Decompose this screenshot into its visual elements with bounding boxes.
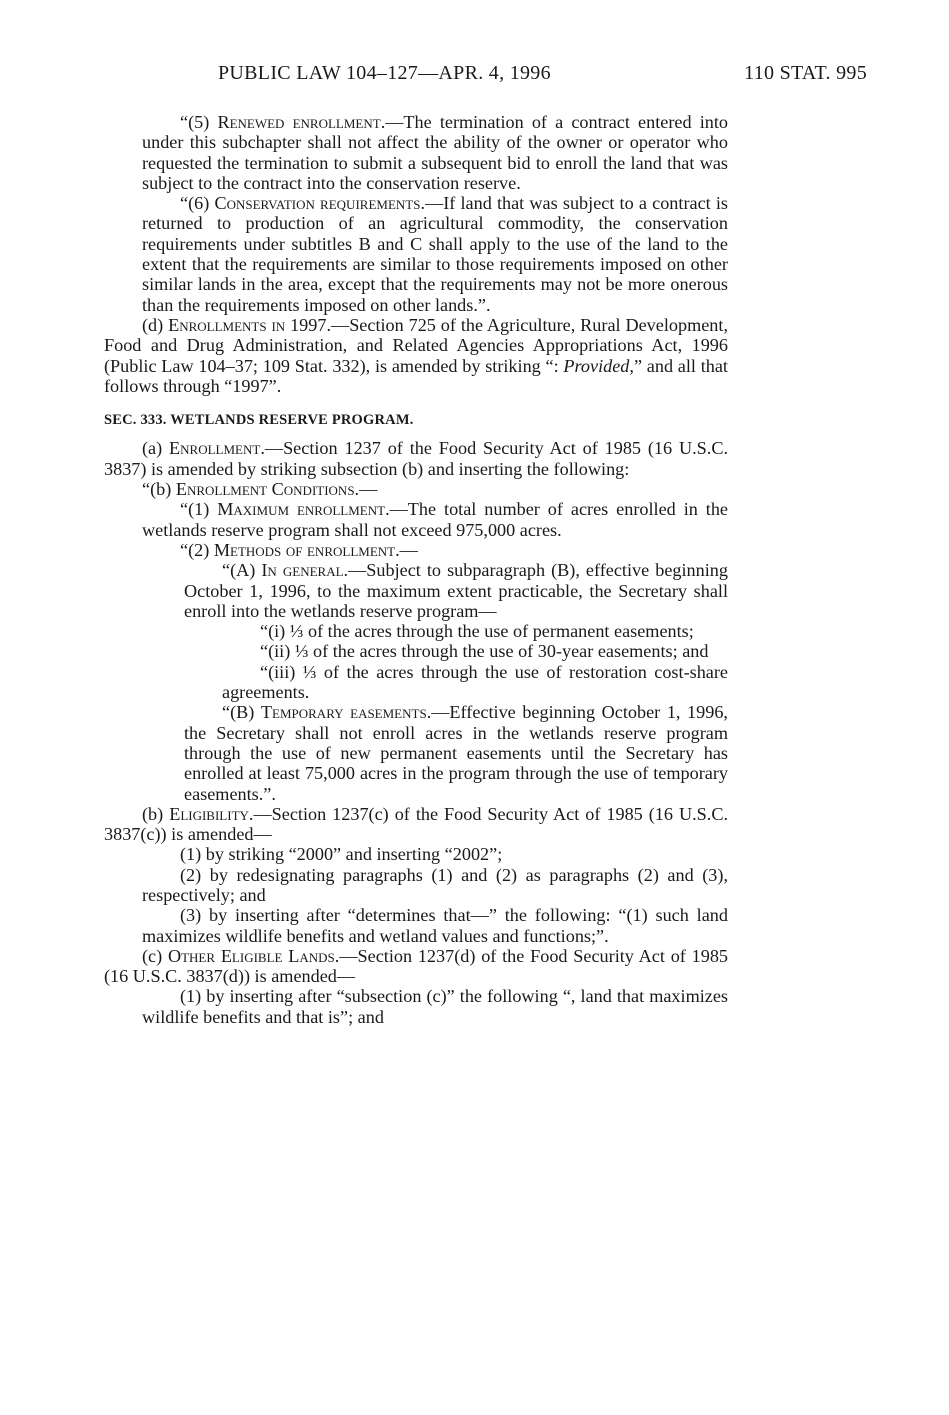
italic-term: Provided, [563, 355, 634, 376]
paragraph-number: (c) [142, 945, 168, 966]
paragraph-caption: Temporary easements [260, 702, 427, 723]
paragraph-text: .—The total number of acres enrolled in the wetlands reserve program shall not exceed 975,000 acres. [142, 499, 728, 540]
paragraph-text: .—Section 1237(c) of the Food Security Act of 1985 (16 U.S.C. 3837(c)) is amended— [104, 803, 728, 845]
subsection-a-enrollment [104, 438, 728, 479]
subsection-d-enrollments-1997 [104, 315, 728, 396]
section-heading: SEC. 333. WETLANDS RESERVE PROGRAM. [104, 412, 414, 429]
subsection-b-eligibility [104, 804, 728, 845]
paragraph-text: .—Section 1237 of the Food Security Act of 1985 (16 U.S.C. 3837) is amended by striking subsection (b) and inserting the following: [104, 438, 728, 479]
paragraph-number: “(5) [180, 112, 218, 132]
paragraph-number: “(1) [180, 499, 218, 520]
header-public-law: PUBLIC LAW 104–127—APR. 4, 1996 [218, 62, 551, 84]
other-lands-item-1: (1) by inserting after “subsection (c)” the following “, land that maximizes wildlife benefits and that is”; and [142, 986, 728, 1027]
paragraph-number: “(B) [222, 702, 261, 723]
subsection-c-other-eligible-lands [104, 946, 728, 987]
clause-i: “(i) ⅓ of the acres through the use of permanent easements; [260, 621, 694, 642]
paragraph-caption: Eligibility [169, 803, 249, 824]
paragraph-text: .—Subject to subparagraph (B), effective beginning October 1, 1996, to the maximum extent practicable, the Secretary shall enroll into the wetlands reserve program— [184, 560, 728, 621]
clause-ii: “(ii) ⅓ of the acres through the use of 30-year easements; and [260, 641, 709, 662]
paragraph-text: ” and all that follows through “1997”. [104, 355, 728, 396]
eligibility-item-1: (1) by striking “2000” and inserting “2002”; [180, 844, 503, 865]
paragraph-caption: Conservation requirements [214, 193, 421, 214]
paragraph-text: .— [354, 479, 378, 500]
paragraph-number: “(2) [180, 539, 214, 560]
paragraph-caption: Methods of enrollment [213, 539, 396, 560]
eligibility-item-2: (2) by redesignating paragraphs (1) and (2) as paragraphs (2) and (3), respectively; and [142, 864, 728, 905]
paragraph-number: (d) [142, 314, 169, 335]
subparagraph-b-temporary-easements [184, 702, 728, 803]
paragraph-caption: Maximum enrollment [217, 499, 386, 520]
paragraph-2-methods-of-enrollment [142, 540, 728, 560]
subparagraph-a-in-general [184, 560, 728, 621]
paragraph-6-conservation-requirements [142, 193, 728, 315]
paragraph-text: .—Effective beginning October 1, 1996, the Secretary shall not enroll acres in the wetlands reserve program through the use of new permanent easements until the Secretary has enrolled at least 75,000 acres in the program through the use of temporary easements.”. [184, 702, 728, 804]
paragraph-caption: Other Eligible Lands [167, 945, 335, 966]
paragraph-number: “(b) [142, 479, 176, 500]
paragraph-caption: In general [261, 560, 344, 581]
running-header [218, 62, 867, 92]
paragraph-number: “(A) [222, 560, 262, 581]
paragraph-text: .— [395, 539, 418, 560]
eligibility-item-3: (3) by inserting after “determines that—” the following: “(1) such land maximizes wildlife benefits and wetland values and functions;”. [142, 905, 728, 946]
paragraph-number: “(6) [180, 193, 215, 214]
quoted-subsection-b-enrollment-conditions [104, 479, 728, 499]
paragraph-5-renewed-enrollment [142, 112, 728, 193]
paragraph-1-maximum-enrollment [142, 499, 728, 540]
clause-iii: “(iii) ⅓ of the acres through the use of restoration cost-share agreements. [222, 661, 728, 703]
paragraph-number: (b) [142, 803, 170, 824]
paragraph-caption: Enrollments in 1997 [168, 314, 327, 335]
paragraph-caption: Enrollment Conditions [175, 479, 355, 500]
paragraph-text: .—Section 725 of the Agriculture, Rural Development, Food and Drug Administration, and Related Agencies Appropriations Act, 1996 (Public Law 104–37; 109 Stat. 332), is amended by striking “: [104, 314, 728, 376]
paragraph-text: .—The termination of a contract entered into under this subchapter shall not affect the ability of the owner or operator who requested the termination to submit a subsequent bid to enroll the land that was subject to the contract into the conservation reserve. [142, 112, 729, 193]
paragraph-text: .—If land that was subject to a contract is returned to production of an agricultural commodity, the conservation requirements under subtitles B and C shall apply to the use of the land to the extent that the requirements are similar to those requirements imposed on other similar lands in the area, except that the requirements may not be more onerous than the requirements imposed on other lands.”. [142, 193, 729, 315]
document-body [104, 112, 728, 1027]
paragraph-number: (a) [142, 438, 170, 459]
paragraph-caption: Enrollment [169, 438, 261, 459]
paragraph-caption: Renewed enrollment [217, 112, 381, 132]
paragraph-text: .—Section 1237(d) of the Food Security Act of 1985 (16 U.S.C. 3837(d)) is amended— [104, 945, 729, 987]
header-stat-page: 110 STAT. 995 [744, 62, 867, 84]
